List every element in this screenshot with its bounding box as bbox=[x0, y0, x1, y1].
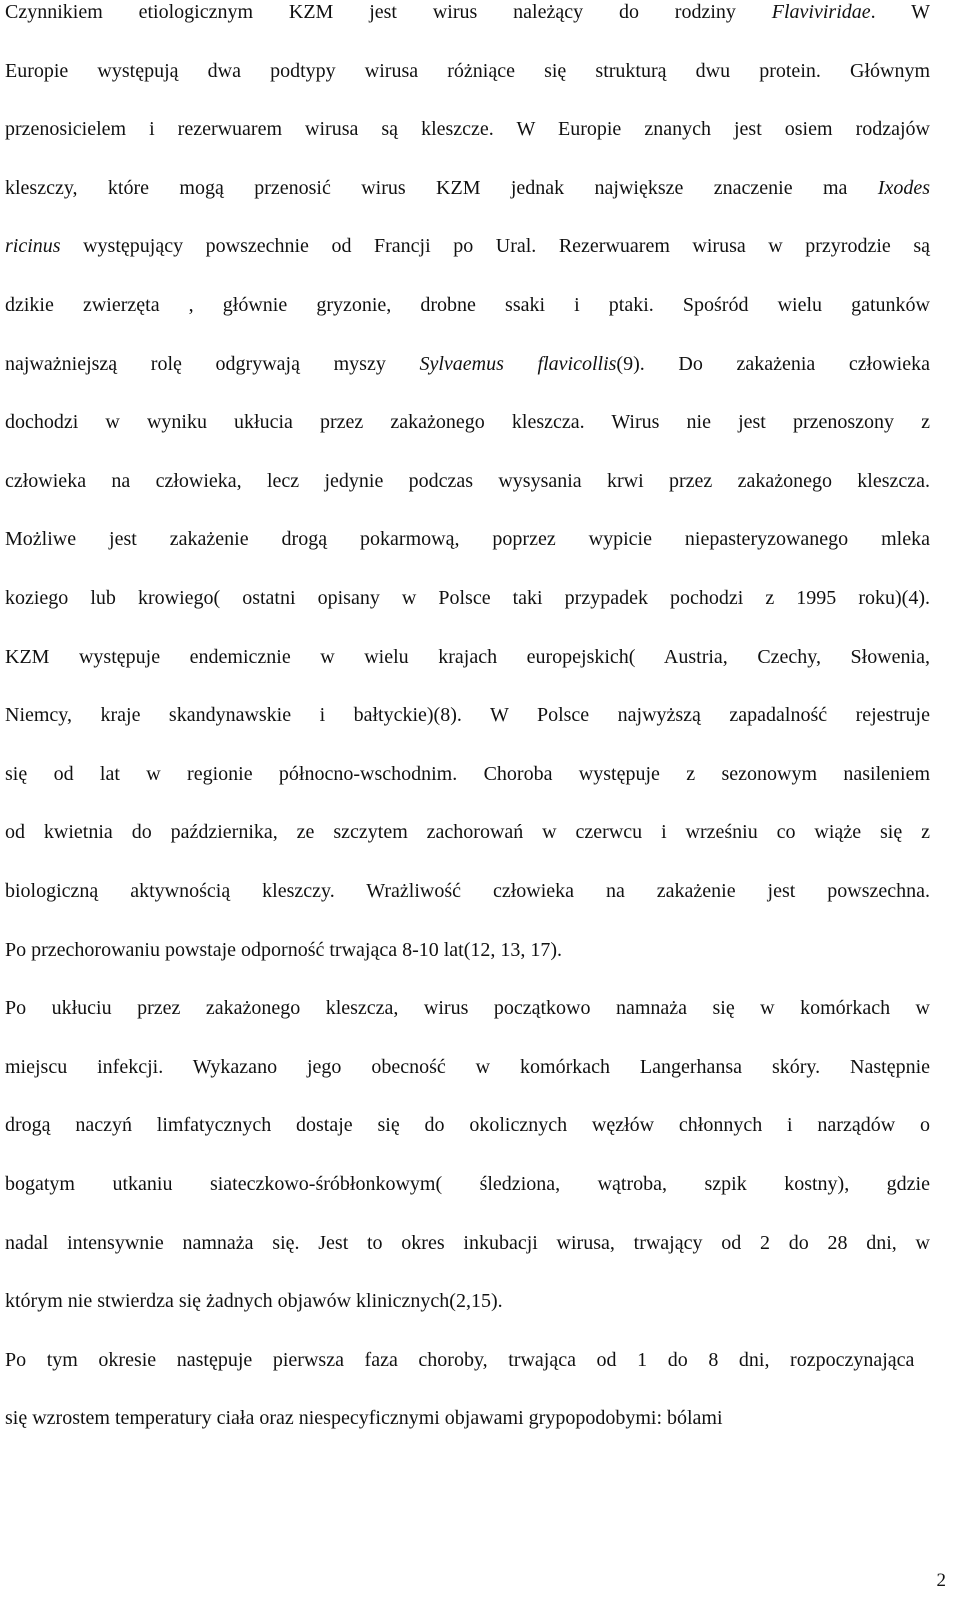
text-line bbox=[5, 1172, 930, 1196]
text-run: biologiczną aktywnością kleszczy. Wrażliwość człowieka na zakażenie jest powszechna. bbox=[5, 880, 930, 902]
text-line bbox=[5, 0, 930, 24]
text-run: drogą naczyń limfatycznych dostaje się do okolicznych węzłów chłonnych i narządów o bbox=[5, 1114, 930, 1137]
text-run: Europie występują dwa podtypy wirusa różniące się strukturą dwu protein. Głównym bbox=[5, 59, 930, 82]
text-line bbox=[5, 1231, 930, 1255]
text-line bbox=[5, 703, 930, 727]
text-run: dochodzi w wyniku ukłucia przez zakażonego kleszcza. Wirus nie jest przenoszony z bbox=[5, 411, 930, 434]
text-run: KZM występuje endemicznie w wielu krajach europejskich( Austria, Czechy, Słowenia, bbox=[5, 645, 930, 668]
text-run: Możliwe jest zakażenie drogą pokarmową, poprzez wypicie niepasteryzowanego mleka bbox=[5, 528, 930, 551]
text-line bbox=[5, 410, 930, 434]
italic-term: Sylvaemus flavicollis bbox=[419, 352, 617, 375]
text-line bbox=[5, 762, 930, 786]
text-run: najważniejszą rolę odgrywają myszy bbox=[5, 352, 420, 375]
text-run: koziego lub krowiego( ostatni opisany w Polsce taki przypadek pochodzi z 1995 roku)(4). bbox=[5, 587, 930, 609]
text-run: człowieka na człowieka, lecz jedynie podczas wysysania krwi przez zakażonego kleszcza. bbox=[5, 469, 930, 492]
text-run: miejscu infekcji. Wykazano jego obecność w komórkach Langerhansa skóry. Następnie bbox=[5, 1055, 930, 1078]
text-line bbox=[5, 996, 930, 1020]
text-line bbox=[5, 820, 930, 844]
text-run: którym nie stwierdza się żadnych objawów klinicznych(2,15). bbox=[5, 1290, 503, 1313]
text-line bbox=[5, 1113, 930, 1137]
text-line bbox=[5, 176, 930, 200]
text-line bbox=[5, 879, 930, 903]
text-run: . W bbox=[870, 1, 931, 23]
text-line bbox=[5, 1289, 503, 1313]
text-run: się od lat w regionie północno-wschodnim. Choroba występuje z sezonowym nasileniem bbox=[5, 762, 930, 785]
text-line bbox=[5, 1348, 914, 1372]
text-run: bogatym utkaniu siateczkowo-śróbłonkowym( śledziona, wątroba, szpik kostny), gdzie bbox=[5, 1173, 930, 1195]
text-run: Po tym okresie następuje pierwsza faza choroby, trwająca od 1 do 8 dni, rozpoczynająca bbox=[5, 1348, 915, 1371]
text-line bbox=[5, 293, 930, 317]
text-run: od kwietnia do października, ze szczytem zachorowań w czerwcu i wrześniu co wiąże się z bbox=[5, 821, 930, 844]
text-line bbox=[5, 527, 930, 551]
text-run: nadal intensywnie namnaża się. Jest to okres inkubacji wirusa, trwający od 2 do 28 dni, w bbox=[5, 1231, 930, 1254]
text-run: Niemcy, kraje skandynawskie i bałtyckie)(8). W Polsce najwyższą zapadalność rejestruje bbox=[5, 704, 930, 727]
text-line bbox=[5, 234, 930, 258]
italic-term: Ixodes bbox=[877, 176, 930, 199]
text-line bbox=[5, 469, 930, 493]
text-run: się wzrostem temperatury ciała oraz niespecyficznymi objawami grypopodobymi: bólami bbox=[5, 1407, 723, 1430]
italic-term: Flaviviridae bbox=[771, 1, 871, 23]
text-run: Czynnikiem etiologicznym KZM jest wirus należący do rodziny bbox=[5, 1, 772, 23]
text-line bbox=[5, 938, 562, 962]
text-run: (9). Do zakażenia człowieka bbox=[616, 352, 930, 375]
text-run: występujący powszechnie od Francji po Ural. Rezerwuarem wirusa w przyrodzie są bbox=[60, 235, 930, 258]
text-run: przenosicielem i rezerwuarem wirusa są kleszcze. W Europie znanych jest osiem rodzajów bbox=[5, 118, 930, 141]
text-run: dzikie zwierzęta , głównie gryzonie, drobne ssaki i ptaki. Spośród wielu gatunków bbox=[5, 294, 930, 316]
text-line bbox=[5, 586, 930, 610]
text-line bbox=[5, 1406, 723, 1430]
text-line bbox=[5, 1055, 930, 1079]
page-number: 2 bbox=[936, 1570, 946, 1591]
text-line bbox=[5, 59, 930, 83]
text-run: Po przechorowaniu powstaje odporność trwająca 8-10 lat(12, 13, 17). bbox=[5, 938, 563, 961]
italic-term: ricinus bbox=[5, 235, 61, 258]
text-run: Po ukłuciu przez zakażonego kleszcza, wirus początkowo namnaża się w komórkach w bbox=[5, 997, 930, 1020]
text-run: kleszczy, które mogą przenosić wirus KZM jednak największe znaczenie ma bbox=[5, 176, 878, 199]
text-line bbox=[5, 117, 930, 141]
text-line bbox=[5, 645, 930, 669]
text-line bbox=[5, 352, 930, 376]
